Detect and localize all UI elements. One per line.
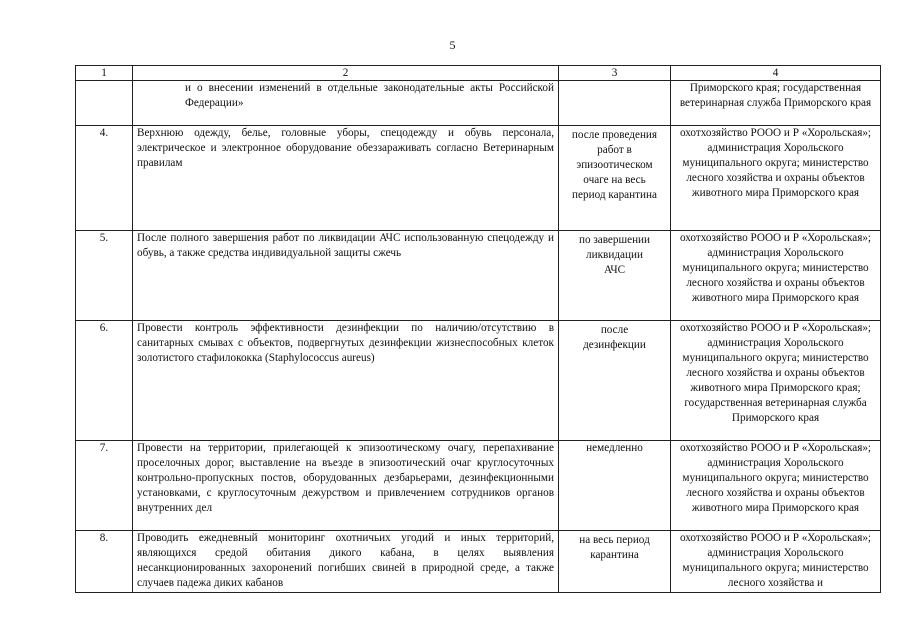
responsible-text: охотхозяйство РООО и Р «Хорольская»; администрация Хорольского муниципального округа; министерство лесного хозяйства и охраны объектов животного мира Приморского края: [671, 441, 881, 531]
column-header-2: 2: [133, 66, 559, 81]
table-header-row: [76, 66, 881, 81]
deadline-text: [559, 321, 671, 441]
measure-text: После полного завершения работ по ликвидации АЧС использованную спецодежду и обувь, а также средства индивидуальной защиты сжечь: [133, 231, 559, 321]
deadline-value: после проведения работ в эпизоотическом очаге на весь период карантина: [571, 129, 658, 201]
row-number: 5.: [76, 231, 133, 321]
deadline-value: на весь период карантина: [579, 534, 650, 561]
measure-text: Проводить ежедневный мониторинг охотничьих угодий и иных территорий, являющихся средой обитания дикого кабана, в целях выявления несанкционированных захоронений погибших свиней в природной среде, а также случаев падежа диких кабанов: [133, 531, 559, 593]
column-header-1: 1: [76, 66, 133, 81]
deadline-text: [559, 81, 671, 126]
responsible-text: охотхозяйство РООО и Р «Хорольская»; администрация Хорольского муниципального округа; министерство лесного хозяйства и охраны объектов животного мира Приморского края: [671, 126, 881, 231]
measure-text: Провести на территории, прилегающей к эпизоотическому очагу, перепахивание проселочных дорог, выставление на въезде в эпизоотический очаг круглосуточных контрольно-пропускных постов, оборудованных дезбарьерами, дезинфекционными установками, с круглосуточным дежурством и привлечением сотрудников органов внутренних дел: [133, 441, 559, 531]
table-row: [76, 321, 881, 441]
table-row: [76, 81, 881, 126]
deadline-text: [559, 126, 671, 231]
column-header-3: 3: [559, 66, 671, 81]
responsible-text: охотхозяйство РООО и Р «Хорольская»; администрация Хорольского муниципального округа; министерство лесного хозяйства и: [671, 531, 881, 593]
measure-text: Верхнюю одежду, белье, головные уборы, спецодежду и обувь персонала, электрическое и электронное оборудование обеззараживать согласно Ветеринарным правилам: [133, 126, 559, 231]
column-header-4: 4: [671, 66, 881, 81]
page-number: 5: [449, 38, 456, 52]
row-number: 4.: [76, 126, 133, 231]
table-row: [76, 531, 881, 593]
row-number: [76, 81, 133, 126]
table-row: [76, 441, 881, 531]
deadline-text: немедленно: [559, 441, 671, 531]
responsible-text: охотхозяйство РООО и Р «Хорольская»; администрация Хорольского муниципального округа; министерство лесного хозяйства и охраны объектов животного мира Приморского края: [671, 231, 881, 321]
row-number: 8.: [76, 531, 133, 593]
deadline-text: [559, 531, 671, 593]
measure-text: и о внесении изменений в отдельные законодательные акты Российской Федерации»: [133, 81, 559, 126]
deadline-value: по завершении ликвидации АЧС: [578, 234, 651, 276]
row-number: 7.: [76, 441, 133, 531]
measure-text: Провести контроль эффективности дезинфекции по наличию/отсутствию в санитарных смывах с объектов, подвергнутых дезинфекции жизнеспособных клеток золотистого стафилококка (Staphylococcus aureus): [133, 321, 559, 441]
responsible-text: охотхозяйство РООО и Р «Хорольская»; администрация Хорольского муниципального округа; министерство лесного хозяйства и охраны объектов животного мира Приморского края; государственная ветеринарная служба Приморского края: [671, 321, 881, 441]
deadline-value: после дезинфекции: [583, 324, 646, 351]
measures-table: [75, 65, 881, 593]
responsible-text: Приморского края; государственная ветеринарная служба Приморского края: [671, 81, 881, 126]
table-row: [76, 126, 881, 231]
table-row: [76, 231, 881, 321]
row-number: 6.: [76, 321, 133, 441]
deadline-text: [559, 231, 671, 321]
